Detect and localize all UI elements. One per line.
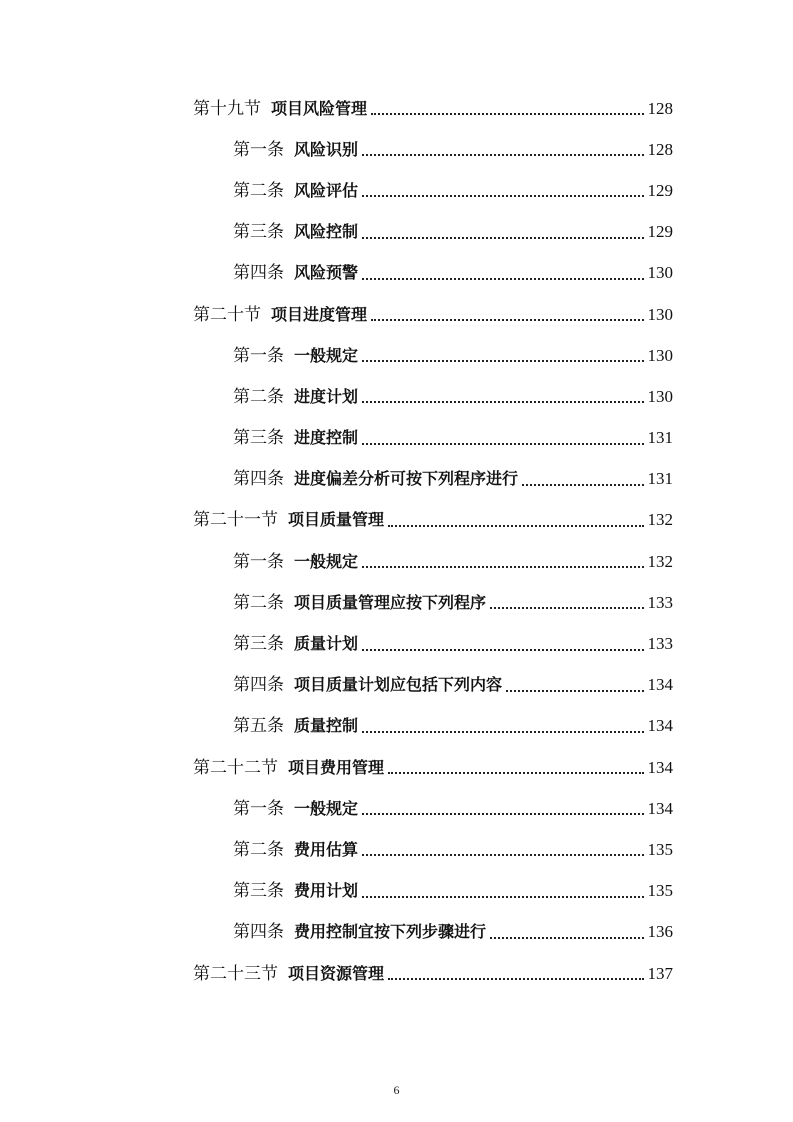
toc-entry-page: 128: [647, 139, 673, 159]
toc-entry-number: 第一条: [233, 139, 284, 160]
toc-article-entry[interactable]: [0, 582, 793, 623]
toc-section-entry[interactable]: [0, 953, 793, 994]
toc-entry-page: 133: [647, 592, 673, 612]
toc-entry-title: 项目风险管理: [271, 98, 368, 118]
dot-leader: [371, 318, 643, 321]
toc-entry-title: 项目质量计划应包括下列内容: [294, 675, 503, 695]
toc-article-entry[interactable]: [0, 418, 793, 459]
toc-entry-title: 进度计划: [294, 386, 359, 406]
toc-section-entry[interactable]: [0, 747, 793, 788]
toc-entry-page: 134: [647, 757, 673, 777]
toc-entry-label: [193, 305, 367, 325]
toc-entry-page: 130: [647, 345, 673, 365]
toc-entry-number: 第四条: [233, 675, 284, 696]
toc-entry-number: 第三条: [233, 428, 284, 449]
dot-leader: [362, 648, 643, 651]
toc-entry-label: [233, 181, 358, 201]
toc-entry-title: 一般规定: [294, 798, 359, 818]
toc-entry-number: 第十九节: [193, 98, 261, 119]
toc-entry-page: 135: [647, 839, 673, 859]
toc-entry-page: 129: [647, 222, 673, 242]
toc-entry-page: 130: [647, 263, 673, 283]
toc-entry-label: [233, 346, 358, 366]
toc-entry-title: 一般规定: [294, 551, 359, 571]
toc-article-entry[interactable]: [0, 212, 793, 253]
toc-entry-page: 134: [647, 675, 673, 695]
toc-entry-number: 第二条: [233, 839, 284, 860]
toc-entry-label: [233, 675, 502, 695]
toc-entry-page: 132: [647, 510, 673, 530]
toc-entry-number: 第四条: [233, 469, 284, 490]
toc-article-entry[interactable]: [0, 459, 793, 500]
toc-entry-label: [233, 716, 358, 736]
toc-entry-number: 第三条: [233, 222, 284, 243]
dot-leader: [362, 277, 643, 280]
dot-leader: [522, 483, 643, 486]
toc-entry-title: 风险预警: [294, 263, 359, 283]
toc-entry-number: 第一条: [233, 345, 284, 366]
toc-article-entry[interactable]: [0, 170, 793, 211]
dot-leader: [362, 853, 643, 856]
toc-entry-page: 129: [647, 180, 673, 200]
dot-leader: [371, 112, 643, 115]
toc-entry-title: 项目质量管理应按下列程序: [294, 592, 487, 612]
toc-article-entry[interactable]: [0, 253, 793, 294]
toc-entry-title: 项目资源管理: [288, 963, 385, 983]
toc-entry-page: 134: [647, 716, 673, 736]
toc-entry-label: [233, 469, 518, 489]
toc-entry-number: 第四条: [233, 922, 284, 943]
toc-entry-page: 133: [647, 634, 673, 654]
toc-entry-number: 第二十一节: [193, 510, 278, 531]
toc-article-entry[interactable]: [0, 871, 793, 912]
toc-section-entry[interactable]: [0, 500, 793, 541]
toc-entry-label: [233, 387, 358, 407]
toc-entry-label: [193, 964, 384, 984]
dot-leader: [362, 812, 643, 815]
toc-article-entry[interactable]: [0, 706, 793, 747]
toc-entry-title: 费用估算: [294, 839, 359, 859]
toc-entry-title: 一般规定: [294, 345, 359, 365]
toc-article-entry[interactable]: [0, 829, 793, 870]
toc-entry-number: 第三条: [233, 634, 284, 655]
toc-entry-page: 130: [647, 386, 673, 406]
toc-section-entry[interactable]: [0, 88, 793, 129]
toc-entry-page: 128: [647, 98, 673, 118]
toc-article-entry[interactable]: [0, 665, 793, 706]
toc-entry-title: 质量控制: [294, 716, 359, 736]
toc-section-entry[interactable]: [0, 294, 793, 335]
toc-entry-label: [233, 140, 358, 160]
dot-leader: [362, 442, 643, 445]
page-number-footer: 6: [393, 1083, 400, 1097]
toc-entry-number: 第五条: [233, 716, 284, 737]
toc-entry-number: 第四条: [233, 263, 284, 284]
dot-leader: [490, 606, 643, 609]
toc-entry-label: [233, 634, 358, 654]
toc-entry-title: 风险控制: [294, 222, 359, 242]
toc-article-entry[interactable]: [0, 788, 793, 829]
toc-entry-title: 风险识别: [294, 139, 359, 159]
toc-entry-number: 第一条: [233, 551, 284, 572]
toc-entry-label: [233, 840, 358, 860]
toc-entry-number: 第二十节: [193, 304, 261, 325]
dot-leader: [388, 977, 643, 980]
toc-entry-title: 项目质量管理: [288, 510, 385, 530]
toc-entry-title: 项目进度管理: [271, 304, 368, 324]
toc-entry-page: 130: [647, 304, 673, 324]
dot-leader: [362, 194, 643, 197]
dot-leader: [362, 359, 643, 362]
toc-entry-page: 131: [647, 469, 673, 489]
dot-leader: [362, 730, 643, 733]
toc-entry-label: [233, 263, 358, 283]
toc-entry-title: 进度偏差分析可按下列程序进行: [294, 469, 519, 489]
toc-entry-number: 第三条: [233, 881, 284, 902]
dot-leader: [362, 236, 643, 239]
toc-entry-label: [233, 881, 358, 901]
toc-entry-number: 第二十二节: [193, 757, 278, 778]
toc-entry-page: 132: [647, 551, 673, 571]
toc-entry-number: 第一条: [233, 798, 284, 819]
toc-entry-number: 第二条: [233, 180, 284, 201]
toc-entry-number: 第二条: [233, 592, 284, 613]
toc-entry-page: 137: [647, 963, 673, 983]
dot-leader: [506, 689, 643, 692]
toc-article-entry[interactable]: [0, 129, 793, 170]
toc-entry-page: 136: [647, 922, 673, 942]
toc-entry-label: [233, 222, 358, 242]
toc-entry-label: [233, 593, 486, 613]
toc-entry-title: 项目费用管理: [288, 757, 385, 777]
toc-article-entry[interactable]: [0, 541, 793, 582]
toc-entry-label: [233, 922, 486, 942]
toc-entry-title: 质量计划: [294, 634, 359, 654]
toc-entry-title: 风险评估: [294, 180, 359, 200]
toc-entry-page: 134: [647, 798, 673, 818]
toc-entry-label: [193, 99, 367, 119]
toc-entry-title: 费用计划: [294, 881, 359, 901]
dot-leader: [490, 936, 643, 939]
toc-entry-label: [193, 510, 384, 530]
toc-article-entry[interactable]: [0, 623, 793, 664]
dot-leader: [362, 400, 643, 403]
toc-entry-title: 进度控制: [294, 428, 359, 448]
dot-leader: [388, 524, 643, 527]
toc-article-entry[interactable]: [0, 376, 793, 417]
toc-entry-title: 费用控制宜按下列步骤进行: [294, 922, 487, 942]
toc-entry-label: [193, 758, 384, 778]
table-of-contents: [0, 88, 793, 994]
dot-leader: [362, 153, 643, 156]
toc-entry-label: [233, 799, 358, 819]
toc-article-entry[interactable]: [0, 335, 793, 376]
toc-article-entry[interactable]: [0, 912, 793, 953]
dot-leader: [362, 895, 643, 898]
dot-leader: [388, 771, 643, 774]
toc-entry-number: 第二十三节: [193, 963, 278, 984]
toc-entry-label: [233, 552, 358, 572]
dot-leader: [362, 565, 643, 568]
toc-entry-number: 第二条: [233, 386, 284, 407]
toc-entry-label: [233, 428, 358, 448]
toc-entry-page: 131: [647, 428, 673, 448]
toc-entry-page: 135: [647, 881, 673, 901]
